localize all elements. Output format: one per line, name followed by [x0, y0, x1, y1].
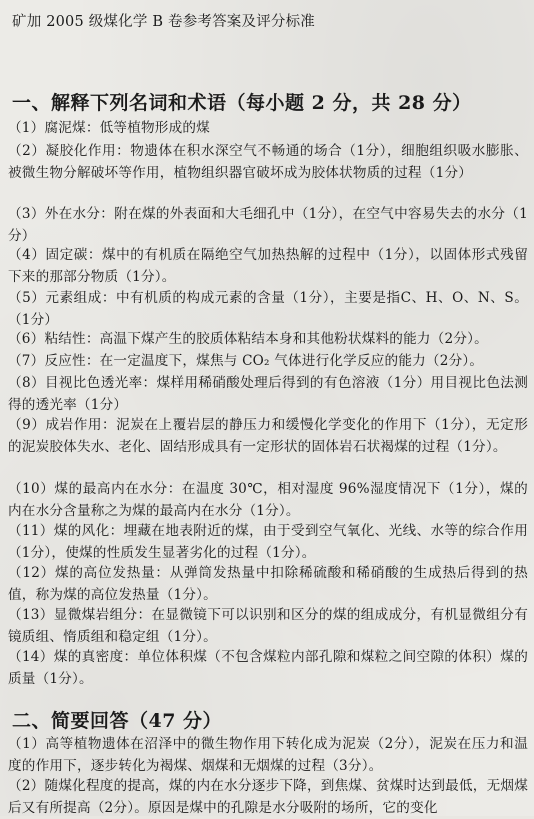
item-number: （1） [8, 736, 46, 752]
item-number: （6） [8, 331, 45, 347]
document-header: 矿加 2005 级煤化学 B 卷参考答案及评分标准 [12, 14, 315, 30]
item-definition: 中有机质的构成元素的含量（1分），主要是指C、H、O、N、S。（1分） [8, 290, 529, 328]
term-item-14 [8, 647, 528, 690]
term-item-1 [8, 118, 528, 140]
item-definition: 埋藏在地表附近的煤，由于受到空气氧化、光线、水等的综合作用（1分），使煤的性质发生显著劣化的过程（1分）。 [8, 523, 528, 561]
item-definition: 在温度 30℃，相对湿度 96%湿度情况下（1分），煤的内在水分含量称之为煤的最高内在水分（1分）。 [8, 481, 528, 519]
term-item-10 [8, 479, 528, 522]
item-number: （8） [8, 375, 45, 391]
item-definition: 在显微镜下可以识别和区分的煤的组成成分，有机显微组分有镜质组、惰质组和稳定组（1分）。 [8, 607, 528, 645]
term-item-2 [8, 141, 528, 184]
item-term: 粘结性： [44, 331, 100, 347]
term-item-13 [8, 605, 528, 648]
term-item-12 [8, 563, 528, 606]
item-number: （9） [8, 417, 46, 433]
item-answer: 随煤化程度的提高，煤的内在水分逐步下降，到焦煤、贫煤时达到最低，无烟煤后又有所提高（2分）。原因是煤中的孔隙是水分吸附的场所，它的变化 [8, 778, 528, 816]
item-term: 元素组成： [45, 290, 116, 306]
item-term: 凝胶化作用： [45, 143, 131, 159]
item-number: （12） [8, 565, 55, 581]
item-definition: 低等植物形成的煤 [99, 120, 210, 136]
item-definition: 泥炭在上覆岩层的静压力和缓慢化学变化的作用下（1分），无定形的泥炭胶体失水、老化、固结形成具有一定形状的固体岩石状褐煤的过程（1分）。 [8, 417, 528, 455]
section-2-title: 二、简要回答（47 分） [12, 710, 223, 732]
item-number: （3） [8, 206, 45, 222]
item-number: （13） [8, 607, 54, 623]
item-number: （11） [8, 523, 54, 539]
item-term: 煤的风化： [53, 523, 124, 539]
item-term: 反应性： [44, 353, 100, 369]
term-item-3 [8, 204, 528, 247]
item-term: 外在水分： [44, 206, 115, 222]
term-item-7 [8, 351, 528, 373]
item-definition: 单位体积煤（不包含煤粒内部孔隙和煤粒之间空隙的体积）煤的质量（1分）。 [8, 649, 528, 687]
item-definition: 从弹筒发热量中扣除稀硫酸和稀硝酸的生成热后得到的热值，称为煤的高位发热量（1分）。 [8, 565, 528, 603]
answer-item-1 [8, 734, 528, 777]
item-term: 煤的最高内在水分： [54, 481, 182, 497]
item-term: 目视比色透光率： [44, 375, 157, 391]
item-definition: 煤中的有机质在隔绝空气加热热解的过程中（1分），以固体形式残留下来的那部分物质（1分）。 [8, 247, 528, 285]
item-number: （10） [8, 481, 55, 497]
term-item-4 [8, 245, 528, 288]
term-item-8 [8, 373, 528, 416]
answer-item-2 [8, 776, 528, 819]
item-term: 固定碳： [45, 247, 102, 263]
item-definition: 煤样用稀硝酸处理后得到的有色溶液（1分）用目视比色法测得的透光率（1分） [8, 375, 529, 413]
item-term: 煤的真密度： [53, 649, 138, 665]
term-item-5 [8, 288, 528, 331]
item-number: （7） [8, 353, 45, 369]
term-item-9 [8, 415, 528, 458]
item-number: （2） [8, 143, 46, 159]
item-answer: 高等植物遗体在沼泽中的微生物作用下转化成为泥炭（2分），泥炭在压力和温度的作用下，逐步转化为褐煤、烟煤和无烟煤的过程（3分）。 [8, 736, 528, 774]
item-number: （5） [8, 290, 46, 306]
term-item-11 [8, 521, 528, 564]
item-definition: 在一定温度下，煤焦与 CO₂ 气体进行化学反应的能力（2分）。 [99, 353, 484, 369]
item-definition: 附在煤的外表面和大毛细孔中（1分），在空气中容易失去的水分（1分） [8, 206, 529, 244]
item-term: 成岩作用： [45, 417, 117, 433]
term-item-6 [8, 329, 528, 351]
item-definition: 物遗体在积水深空气不畅通的场合（1分），细胞组织吸水膨胀、被微生物分解破坏等作用，植物组织器官破坏成为胶体状物质的过程（1分） [8, 143, 528, 181]
item-number: （2） [8, 778, 45, 794]
item-term: 腐泥煤： [44, 120, 100, 136]
item-number: （14） [8, 649, 54, 665]
item-term: 显微煤岩组分： [53, 607, 152, 623]
item-term: 煤的高位发热量： [54, 565, 170, 581]
section-1-title: 一、解释下列名词和术语（每小题 2 分，共 28 分） [12, 92, 472, 114]
item-number: （4） [8, 247, 46, 263]
item-number: （1） [8, 120, 45, 136]
item-definition: 高温下煤产生的胶质体粘结本身和其他粉状煤料的能力（2分）。 [99, 331, 488, 347]
